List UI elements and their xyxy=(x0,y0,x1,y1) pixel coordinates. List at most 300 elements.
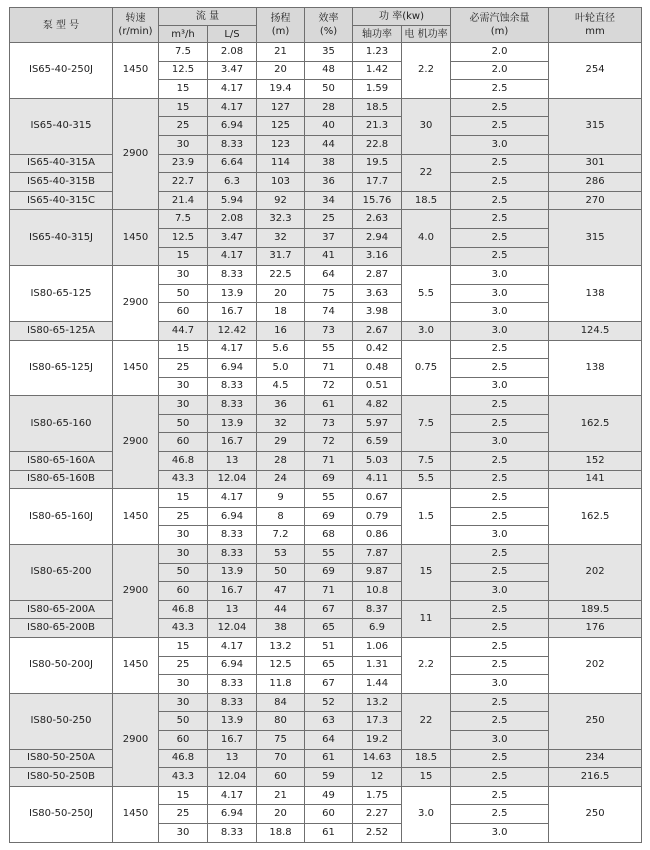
table-row xyxy=(10,154,642,173)
model-cell: IS80-65-160B xyxy=(10,470,113,489)
flow-m3h-cell: 25 xyxy=(159,805,208,824)
shaft-power-cell: 2.52 xyxy=(353,823,402,842)
header-npsh-label: 必需汽蚀余量 xyxy=(469,13,530,24)
flow-ls-cell: 6.64 xyxy=(208,154,257,173)
efficiency-cell: 52 xyxy=(305,693,353,712)
head-cell: 13.2 xyxy=(257,638,305,657)
model-cell: IS80-50-250A xyxy=(10,749,113,768)
motor-power-cell: 3.0 xyxy=(402,786,451,842)
impeller-cell: 234 xyxy=(549,749,642,768)
npsh-cell: 2.5 xyxy=(451,507,549,526)
shaft-power-cell: 0.48 xyxy=(353,359,402,378)
table-row xyxy=(10,210,642,229)
npsh-cell: 3.0 xyxy=(451,433,549,452)
head-cell: 18.8 xyxy=(257,823,305,842)
npsh-cell: 2.5 xyxy=(451,359,549,378)
motor-power-cell: 1.5 xyxy=(402,489,451,545)
shaft-power-cell: 3.98 xyxy=(353,303,402,322)
npsh-cell: 3.0 xyxy=(451,730,549,749)
efficiency-cell: 59 xyxy=(305,768,353,787)
npsh-cell: 2.5 xyxy=(451,210,549,229)
efficiency-cell: 55 xyxy=(305,489,353,508)
flow-m3h-cell: 30 xyxy=(159,135,208,154)
header-speed xyxy=(113,8,159,43)
motor-power-cell: 11 xyxy=(402,600,451,637)
shaft-power-cell: 2.63 xyxy=(353,210,402,229)
impeller-cell: 315 xyxy=(549,98,642,154)
shaft-power-cell: 1.59 xyxy=(353,80,402,99)
efficiency-cell: 73 xyxy=(305,414,353,433)
flow-ls-cell: 16.7 xyxy=(208,303,257,322)
impeller-cell: 250 xyxy=(549,786,642,842)
flow-m3h-cell: 22.7 xyxy=(159,173,208,192)
head-cell: 50 xyxy=(257,563,305,582)
efficiency-cell: 69 xyxy=(305,507,353,526)
efficiency-cell: 64 xyxy=(305,266,353,285)
npsh-cell: 2.5 xyxy=(451,247,549,266)
table-row xyxy=(10,452,642,471)
efficiency-cell: 71 xyxy=(305,359,353,378)
shaft-power-cell: 6.9 xyxy=(353,619,402,638)
table-row xyxy=(10,693,642,712)
flow-m3h-cell: 50 xyxy=(159,563,208,582)
head-cell: 20 xyxy=(257,61,305,80)
flow-m3h-cell: 15 xyxy=(159,340,208,359)
efficiency-cell: 36 xyxy=(305,173,353,192)
flow-ls-cell: 4.17 xyxy=(208,80,257,99)
shaft-power-cell: 7.87 xyxy=(353,545,402,564)
impeller-cell: 162.5 xyxy=(549,396,642,452)
npsh-cell: 3.0 xyxy=(451,284,549,303)
table-row xyxy=(10,768,642,787)
flow-m3h-cell: 30 xyxy=(159,396,208,415)
shaft-power-cell: 15.76 xyxy=(353,191,402,210)
efficiency-cell: 74 xyxy=(305,303,353,322)
speed-cell: 2900 xyxy=(113,693,159,786)
efficiency-cell: 65 xyxy=(305,619,353,638)
model-cell: IS80-65-200A xyxy=(10,600,113,619)
npsh-cell: 2.5 xyxy=(451,805,549,824)
flow-m3h-cell: 25 xyxy=(159,359,208,378)
flow-ls-cell: 6.94 xyxy=(208,507,257,526)
header-impeller-unit: mm xyxy=(585,26,605,37)
npsh-cell: 2.5 xyxy=(451,80,549,99)
efficiency-cell: 41 xyxy=(305,247,353,266)
model-cell: IS80-50-250J xyxy=(10,786,113,842)
model-cell: IS80-65-160A xyxy=(10,452,113,471)
impeller-cell: 152 xyxy=(549,452,642,471)
efficiency-cell: 67 xyxy=(305,600,353,619)
flow-m3h-cell: 50 xyxy=(159,414,208,433)
table-row xyxy=(10,266,642,285)
flow-m3h-cell: 15 xyxy=(159,786,208,805)
model-cell: IS80-50-250B xyxy=(10,768,113,787)
table-header xyxy=(10,8,642,43)
shaft-power-cell: 2.67 xyxy=(353,321,402,340)
shaft-power-cell: 12 xyxy=(353,768,402,787)
shaft-power-cell: 1.75 xyxy=(353,786,402,805)
efficiency-cell: 65 xyxy=(305,656,353,675)
efficiency-cell: 44 xyxy=(305,135,353,154)
header-motor-power: 电 机功率 xyxy=(402,26,451,43)
impeller-cell: 301 xyxy=(549,154,642,173)
head-cell: 20 xyxy=(257,805,305,824)
head-cell: 22.5 xyxy=(257,266,305,285)
flow-ls-cell: 5.94 xyxy=(208,191,257,210)
flow-m3h-cell: 44.7 xyxy=(159,321,208,340)
flow-m3h-cell: 50 xyxy=(159,712,208,731)
flow-m3h-cell: 30 xyxy=(159,526,208,545)
npsh-cell: 2.5 xyxy=(451,173,549,192)
head-cell: 32 xyxy=(257,228,305,247)
model-cell: IS80-65-125J xyxy=(10,340,113,396)
shaft-power-cell: 6.59 xyxy=(353,433,402,452)
flow-ls-cell: 4.17 xyxy=(208,786,257,805)
npsh-cell: 2.5 xyxy=(451,340,549,359)
head-cell: 24 xyxy=(257,470,305,489)
head-cell: 53 xyxy=(257,545,305,564)
flow-ls-cell: 8.33 xyxy=(208,693,257,712)
npsh-cell: 2.5 xyxy=(451,768,549,787)
flow-ls-cell: 12.04 xyxy=(208,619,257,638)
efficiency-cell: 72 xyxy=(305,377,353,396)
efficiency-cell: 55 xyxy=(305,340,353,359)
flow-ls-cell: 13 xyxy=(208,452,257,471)
model-cell: IS65-40-250J xyxy=(10,43,113,99)
table-row xyxy=(10,489,642,508)
head-cell: 11.8 xyxy=(257,675,305,694)
npsh-cell: 2.5 xyxy=(451,749,549,768)
npsh-cell: 3.0 xyxy=(451,321,549,340)
flow-m3h-cell: 25 xyxy=(159,117,208,136)
table-row xyxy=(10,749,642,768)
head-cell: 123 xyxy=(257,135,305,154)
head-cell: 5.6 xyxy=(257,340,305,359)
shaft-power-cell: 8.37 xyxy=(353,600,402,619)
shaft-power-cell: 14.63 xyxy=(353,749,402,768)
flow-m3h-cell: 15 xyxy=(159,489,208,508)
flow-ls-cell: 8.33 xyxy=(208,823,257,842)
motor-power-cell: 5.5 xyxy=(402,266,451,322)
flow-ls-cell: 3.47 xyxy=(208,61,257,80)
impeller-cell: 162.5 xyxy=(549,489,642,545)
table-row xyxy=(10,321,642,340)
model-cell: IS65-40-315 xyxy=(10,98,113,154)
impeller-cell: 176 xyxy=(549,619,642,638)
shaft-power-cell: 5.97 xyxy=(353,414,402,433)
efficiency-cell: 71 xyxy=(305,452,353,471)
npsh-cell: 2.5 xyxy=(451,470,549,489)
flow-ls-cell: 3.47 xyxy=(208,228,257,247)
table-row xyxy=(10,786,642,805)
efficiency-cell: 50 xyxy=(305,80,353,99)
impeller-cell: 124.5 xyxy=(549,321,642,340)
header-efficiency-unit: (%) xyxy=(319,26,338,37)
flow-ls-cell: 2.08 xyxy=(208,43,257,62)
flow-ls-cell: 13 xyxy=(208,749,257,768)
efficiency-cell: 63 xyxy=(305,712,353,731)
shaft-power-cell: 21.3 xyxy=(353,117,402,136)
shaft-power-cell: 10.8 xyxy=(353,582,402,601)
npsh-cell: 2.5 xyxy=(451,600,549,619)
head-cell: 32 xyxy=(257,414,305,433)
table-body xyxy=(10,43,642,843)
flow-ls-cell: 8.33 xyxy=(208,377,257,396)
model-cell: IS65-40-315J xyxy=(10,210,113,266)
head-cell: 9 xyxy=(257,489,305,508)
shaft-power-cell: 9.87 xyxy=(353,563,402,582)
header-efficiency-label: 效率 xyxy=(318,13,339,24)
efficiency-cell: 75 xyxy=(305,284,353,303)
shaft-power-cell: 4.11 xyxy=(353,470,402,489)
speed-cell: 1450 xyxy=(113,489,159,545)
header-npsh xyxy=(451,8,549,43)
npsh-cell: 3.0 xyxy=(451,377,549,396)
impeller-cell: 202 xyxy=(549,545,642,601)
header-head-unit: (m) xyxy=(271,26,290,37)
npsh-cell: 2.5 xyxy=(451,563,549,582)
flow-m3h-cell: 30 xyxy=(159,823,208,842)
efficiency-cell: 34 xyxy=(305,191,353,210)
shaft-power-cell: 1.42 xyxy=(353,61,402,80)
header-speed-label: 转速 xyxy=(125,13,146,24)
flow-m3h-cell: 23.9 xyxy=(159,154,208,173)
npsh-cell: 2.5 xyxy=(451,545,549,564)
table-row xyxy=(10,619,642,638)
impeller-cell: 286 xyxy=(549,173,642,192)
shaft-power-cell: 22.8 xyxy=(353,135,402,154)
head-cell: 19.4 xyxy=(257,80,305,99)
flow-m3h-cell: 15 xyxy=(159,638,208,657)
flow-ls-cell: 4.17 xyxy=(208,489,257,508)
head-cell: 44 xyxy=(257,600,305,619)
header-power: 功 率(kw) xyxy=(353,8,451,26)
npsh-cell: 2.5 xyxy=(451,452,549,471)
shaft-power-cell: 0.42 xyxy=(353,340,402,359)
flow-m3h-cell: 30 xyxy=(159,266,208,285)
npsh-cell: 2.5 xyxy=(451,786,549,805)
header-impeller xyxy=(549,8,642,43)
flow-m3h-cell: 15 xyxy=(159,98,208,117)
head-cell: 125 xyxy=(257,117,305,136)
shaft-power-cell: 1.31 xyxy=(353,656,402,675)
flow-m3h-cell: 15 xyxy=(159,247,208,266)
flow-ls-cell: 8.33 xyxy=(208,675,257,694)
model-cell: IS80-65-160 xyxy=(10,396,113,452)
flow-ls-cell: 13.9 xyxy=(208,414,257,433)
head-cell: 21 xyxy=(257,43,305,62)
shaft-power-cell: 1.23 xyxy=(353,43,402,62)
flow-m3h-cell: 25 xyxy=(159,656,208,675)
shaft-power-cell: 1.44 xyxy=(353,675,402,694)
head-cell: 28 xyxy=(257,452,305,471)
flow-ls-cell: 8.33 xyxy=(208,135,257,154)
flow-m3h-cell: 12.5 xyxy=(159,61,208,80)
shaft-power-cell: 1.06 xyxy=(353,638,402,657)
motor-power-cell: 7.5 xyxy=(402,452,451,471)
flow-ls-cell: 16.7 xyxy=(208,433,257,452)
motor-power-cell: 0.75 xyxy=(402,340,451,396)
impeller-cell: 141 xyxy=(549,470,642,489)
flow-m3h-cell: 25 xyxy=(159,507,208,526)
model-cell: IS80-65-160J xyxy=(10,489,113,545)
flow-m3h-cell: 12.5 xyxy=(159,228,208,247)
npsh-cell: 3.0 xyxy=(451,582,549,601)
model-cell: IS80-65-125A xyxy=(10,321,113,340)
npsh-cell: 3.0 xyxy=(451,303,549,322)
head-cell: 84 xyxy=(257,693,305,712)
impeller-cell: 270 xyxy=(549,191,642,210)
head-cell: 80 xyxy=(257,712,305,731)
table-row xyxy=(10,43,642,62)
shaft-power-cell: 2.27 xyxy=(353,805,402,824)
head-cell: 127 xyxy=(257,98,305,117)
efficiency-cell: 72 xyxy=(305,433,353,452)
pump-spec-table xyxy=(9,7,642,843)
shaft-power-cell: 0.51 xyxy=(353,377,402,396)
head-cell: 5.0 xyxy=(257,359,305,378)
efficiency-cell: 35 xyxy=(305,43,353,62)
flow-ls-cell: 13.9 xyxy=(208,712,257,731)
head-cell: 70 xyxy=(257,749,305,768)
efficiency-cell: 25 xyxy=(305,210,353,229)
npsh-cell: 2.5 xyxy=(451,396,549,415)
impeller-cell: 254 xyxy=(549,43,642,99)
model-cell: IS65-40-315C xyxy=(10,191,113,210)
flow-ls-cell: 16.7 xyxy=(208,582,257,601)
head-cell: 114 xyxy=(257,154,305,173)
npsh-cell: 2.0 xyxy=(451,43,549,62)
flow-m3h-cell: 30 xyxy=(159,693,208,712)
impeller-cell: 202 xyxy=(549,638,642,694)
flow-ls-cell: 12.04 xyxy=(208,470,257,489)
shaft-power-cell: 19.5 xyxy=(353,154,402,173)
motor-power-cell: 3.0 xyxy=(402,321,451,340)
model-cell: IS80-50-200J xyxy=(10,638,113,694)
impeller-cell: 250 xyxy=(549,693,642,749)
flow-m3h-cell: 43.3 xyxy=(159,470,208,489)
flow-ls-cell: 13 xyxy=(208,600,257,619)
flow-m3h-cell: 46.8 xyxy=(159,600,208,619)
head-cell: 18 xyxy=(257,303,305,322)
efficiency-cell: 69 xyxy=(305,470,353,489)
npsh-cell: 2.5 xyxy=(451,693,549,712)
impeller-cell: 315 xyxy=(549,210,642,266)
header-model: 泵 型 号 xyxy=(10,8,113,43)
speed-cell: 2900 xyxy=(113,266,159,340)
model-cell: IS80-50-250 xyxy=(10,693,113,749)
motor-power-cell: 15 xyxy=(402,768,451,787)
shaft-power-cell: 13.2 xyxy=(353,693,402,712)
speed-cell: 2900 xyxy=(113,545,159,638)
speed-cell: 1450 xyxy=(113,210,159,266)
header-impeller-label: 叶轮直径 xyxy=(575,13,616,24)
flow-m3h-cell: 7.5 xyxy=(159,210,208,229)
efficiency-cell: 61 xyxy=(305,823,353,842)
shaft-power-cell: 4.82 xyxy=(353,396,402,415)
flow-m3h-cell: 15 xyxy=(159,80,208,99)
npsh-cell: 3.0 xyxy=(451,135,549,154)
speed-cell: 2900 xyxy=(113,396,159,489)
model-cell: IS65-40-315A xyxy=(10,154,113,173)
efficiency-cell: 61 xyxy=(305,749,353,768)
flow-m3h-cell: 46.8 xyxy=(159,749,208,768)
head-cell: 92 xyxy=(257,191,305,210)
table-row xyxy=(10,396,642,415)
efficiency-cell: 68 xyxy=(305,526,353,545)
efficiency-cell: 73 xyxy=(305,321,353,340)
npsh-cell: 2.5 xyxy=(451,619,549,638)
npsh-cell: 2.5 xyxy=(451,98,549,117)
motor-power-cell: 30 xyxy=(402,98,451,154)
table-row xyxy=(10,173,642,192)
efficiency-cell: 71 xyxy=(305,582,353,601)
speed-cell: 1450 xyxy=(113,340,159,396)
header-shaft-power: 轴功率 xyxy=(353,26,402,43)
flow-ls-cell: 13.9 xyxy=(208,563,257,582)
efficiency-cell: 28 xyxy=(305,98,353,117)
head-cell: 12.5 xyxy=(257,656,305,675)
flow-m3h-cell: 60 xyxy=(159,730,208,749)
table-row xyxy=(10,98,642,117)
head-cell: 31.7 xyxy=(257,247,305,266)
flow-m3h-cell: 30 xyxy=(159,377,208,396)
motor-power-cell: 22 xyxy=(402,154,451,191)
head-cell: 103 xyxy=(257,173,305,192)
model-cell: IS80-65-200B xyxy=(10,619,113,638)
shaft-power-cell: 5.03 xyxy=(353,452,402,471)
efficiency-cell: 64 xyxy=(305,730,353,749)
flow-ls-cell: 2.08 xyxy=(208,210,257,229)
flow-ls-cell: 8.33 xyxy=(208,545,257,564)
table-row xyxy=(10,470,642,489)
npsh-cell: 3.0 xyxy=(451,266,549,285)
flow-ls-cell: 6.94 xyxy=(208,359,257,378)
npsh-cell: 2.5 xyxy=(451,489,549,508)
motor-power-cell: 2.2 xyxy=(402,638,451,694)
flow-ls-cell: 4.17 xyxy=(208,98,257,117)
head-cell: 38 xyxy=(257,619,305,638)
head-cell: 20 xyxy=(257,284,305,303)
motor-power-cell: 22 xyxy=(402,693,451,749)
npsh-cell: 2.5 xyxy=(451,154,549,173)
head-cell: 32.3 xyxy=(257,210,305,229)
flow-m3h-cell: 43.3 xyxy=(159,619,208,638)
flow-m3h-cell: 43.3 xyxy=(159,768,208,787)
head-cell: 75 xyxy=(257,730,305,749)
shaft-power-cell: 17.3 xyxy=(353,712,402,731)
head-cell: 21 xyxy=(257,786,305,805)
flow-ls-cell: 4.17 xyxy=(208,638,257,657)
impeller-cell: 189.5 xyxy=(549,600,642,619)
head-cell: 8 xyxy=(257,507,305,526)
flow-m3h-cell: 30 xyxy=(159,545,208,564)
motor-power-cell: 2.2 xyxy=(402,43,451,99)
head-cell: 16 xyxy=(257,321,305,340)
flow-m3h-cell: 60 xyxy=(159,582,208,601)
shaft-power-cell: 18.5 xyxy=(353,98,402,117)
header-head xyxy=(257,8,305,43)
npsh-cell: 3.0 xyxy=(451,526,549,545)
table-row xyxy=(10,191,642,210)
table-row xyxy=(10,545,642,564)
npsh-cell: 3.0 xyxy=(451,823,549,842)
flow-ls-cell: 8.33 xyxy=(208,526,257,545)
flow-ls-cell: 8.33 xyxy=(208,266,257,285)
header-flow-ls: L/S xyxy=(208,26,257,43)
npsh-cell: 2.5 xyxy=(451,638,549,657)
flow-ls-cell: 4.17 xyxy=(208,340,257,359)
